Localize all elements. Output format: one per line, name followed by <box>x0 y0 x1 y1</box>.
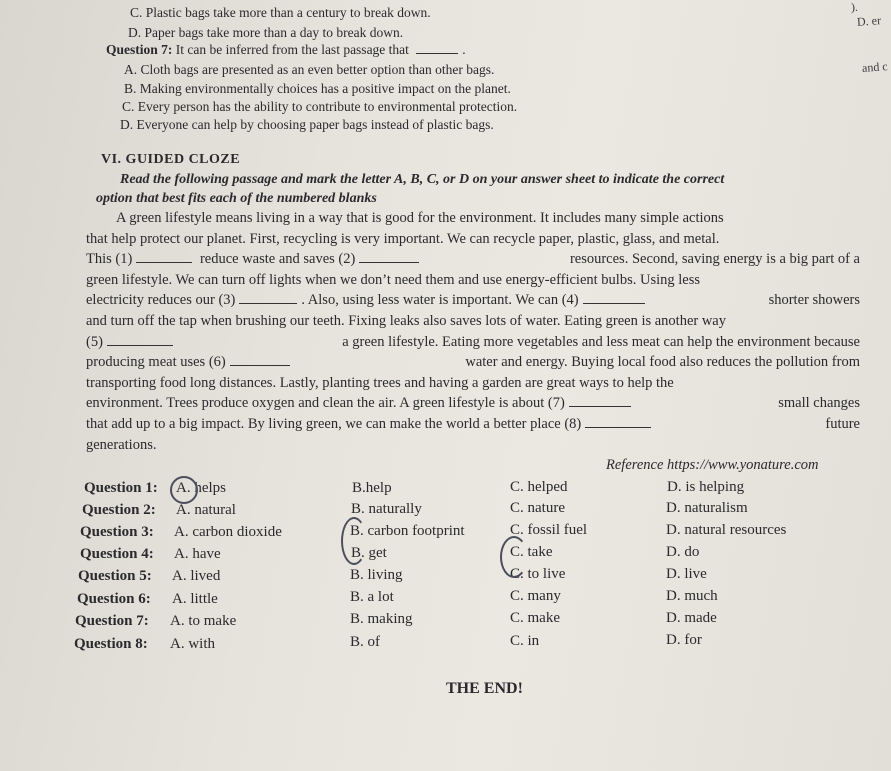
section-instruction-1: Read the following passage and mark the letter A, B, C, or D on your answer sheet to indicate the correct <box>120 172 725 187</box>
q7-stem-text: It can be inferred from the last passage that <box>175 42 409 57</box>
question-6-option-b[interactable]: B. a lot <box>350 589 394 605</box>
question-5-option-c[interactable]: C. to live <box>510 566 566 582</box>
question-1-option-b[interactable]: B.help <box>352 480 392 496</box>
passage-line-10: environment. Trees produce oxygen and clean the air. A green lifestyle is about (7) small changes <box>86 395 860 412</box>
passage-line-5: electricity reduces our (3) . Also, using less water is important. We can (4) shorter showers <box>86 292 860 309</box>
question-8-option-a[interactable]: A. with <box>170 636 215 652</box>
question-6-label: Question 6: <box>77 591 151 607</box>
passage-line-4: green lifestyle. We can turn off lights when we don’t need them and use energy-efficient bulbs. Using less <box>86 271 700 288</box>
question-6-option-d[interactable]: D. much <box>666 588 718 604</box>
question-3-option-d[interactable]: D. natural resources <box>666 522 787 538</box>
question-4-option-c[interactable]: C. take <box>510 544 553 560</box>
question-5-option-a[interactable]: A. lived <box>172 568 221 584</box>
q7-label: Question 7: <box>106 42 173 57</box>
question-8-option-b[interactable]: B. of <box>350 634 380 650</box>
reference: Reference https://www.yonature.com <box>606 457 819 473</box>
edge-fragment-and: and c <box>861 59 889 75</box>
question-4-option-b[interactable]: B. get <box>351 545 387 561</box>
question-8-label: Question 8: <box>74 636 148 652</box>
question-1-option-a[interactable]: A. helps <box>176 480 226 496</box>
passage-line-9: transporting food long distances. Lastly, planting trees and having a garden are great ways to help the <box>86 374 674 391</box>
passage-line-7: (5) a green lifestyle. Eating more vegetables and less meat can help the environment because <box>86 333 860 350</box>
question-5-option-d[interactable]: D. live <box>666 566 707 582</box>
passage <box>86 208 860 455</box>
edge-fragment-d: D. er <box>856 13 882 29</box>
passage-line-1: A green lifestyle means living in a way that is good for the environment. It includes many simple actions <box>116 210 724 226</box>
q7-option-c: C. Every person has the ability to contribute to environmental protection. <box>122 99 518 114</box>
question-4-option-a[interactable]: A. have <box>174 546 221 562</box>
question-1-option-c[interactable]: C. helped <box>510 479 568 495</box>
question-1-option-d[interactable]: D. is helping <box>667 479 745 495</box>
blank-2 <box>359 261 419 263</box>
q6-option-c: C. Plastic bags take more than a century to break down. <box>130 5 431 20</box>
question-3-option-b[interactable]: B. carbon footprint <box>350 523 465 539</box>
section-title: VI. GUIDED CLOZE <box>101 152 241 167</box>
passage-line-6: and turn off the tap when brushing our teeth. Fixing leaks also saves lots of water. Eating green is another way <box>86 312 726 329</box>
blank-8 <box>585 426 651 428</box>
question-7-option-c[interactable]: C. make <box>510 610 560 626</box>
question-5-label: Question 5: <box>78 568 152 584</box>
question-4-label: Question 4: <box>80 546 154 562</box>
blank-6 <box>230 364 290 366</box>
blank-4 <box>583 302 645 304</box>
question-4-option-d[interactable]: D. do <box>666 544 700 560</box>
question-2-label: Question 2: <box>82 502 156 518</box>
question-2-option-c[interactable]: C. nature <box>510 500 565 516</box>
question-5-option-b[interactable]: B. living <box>350 567 403 583</box>
the-end: THE END! <box>446 680 523 697</box>
question-6-option-a[interactable]: A. little <box>172 591 218 607</box>
question-1-label: Question 1: <box>84 480 158 496</box>
blank-5 <box>107 344 173 346</box>
edge-fragment-top: ). <box>851 0 858 14</box>
q7-option-b: B. Making environmentally choices has a positive impact on the planet. <box>124 81 511 96</box>
q7-option-a: A. Cloth bags are presented as an even better option than other bags. <box>124 62 495 77</box>
passage-line-12: generations. <box>86 436 157 453</box>
question-7-option-b[interactable]: B. making <box>350 611 413 627</box>
question-2-option-b[interactable]: B. naturally <box>351 501 422 517</box>
question-3-option-a[interactable]: A. carbon dioxide <box>174 524 282 540</box>
q6-option-d: D. Paper bags take more than a day to break down. <box>128 25 404 40</box>
question-7-option-a[interactable]: A. to make <box>170 613 237 629</box>
question-3-option-c[interactable]: C. fossil fuel <box>510 522 588 538</box>
passage-line-8: producing meat uses (6) water and energy. Buying local food also reduces the pollution from <box>86 354 860 371</box>
q7-blank <box>416 52 458 54</box>
question-7-label: Question 7: <box>75 613 149 629</box>
blank-7 <box>569 405 631 407</box>
q7-stem: Question 7: It can be inferred from the last passage that . <box>106 42 466 57</box>
question-2-option-a[interactable]: A. natural <box>176 502 236 518</box>
section-instruction-2: option that best fits each of the numbered blanks <box>96 191 377 206</box>
blank-1 <box>136 261 192 263</box>
question-2-option-d[interactable]: D. naturalism <box>666 500 748 516</box>
passage-line-11: that add up to a big impact. By living green, we can make the world a better place (8) future <box>86 415 860 432</box>
question-3-label: Question 3: <box>80 524 154 540</box>
question-8-option-d[interactable]: D. for <box>666 632 702 648</box>
question-7-option-d[interactable]: D. made <box>666 610 717 626</box>
blank-3 <box>239 302 297 304</box>
question-6-option-c[interactable]: C. many <box>510 588 561 604</box>
passage-line-3: This (1) reduce waste and saves (2) resources. Second, saving energy is a big part of a <box>86 251 860 268</box>
passage-line-2: that help protect our planet. First, recycling is very important. We can recycle paper, plastic, glass, and metal. <box>86 230 720 247</box>
question-8-option-c[interactable]: C. in <box>510 633 540 649</box>
q7-option-d: D. Everyone can help by choosing paper bags instead of plastic bags. <box>120 117 494 132</box>
